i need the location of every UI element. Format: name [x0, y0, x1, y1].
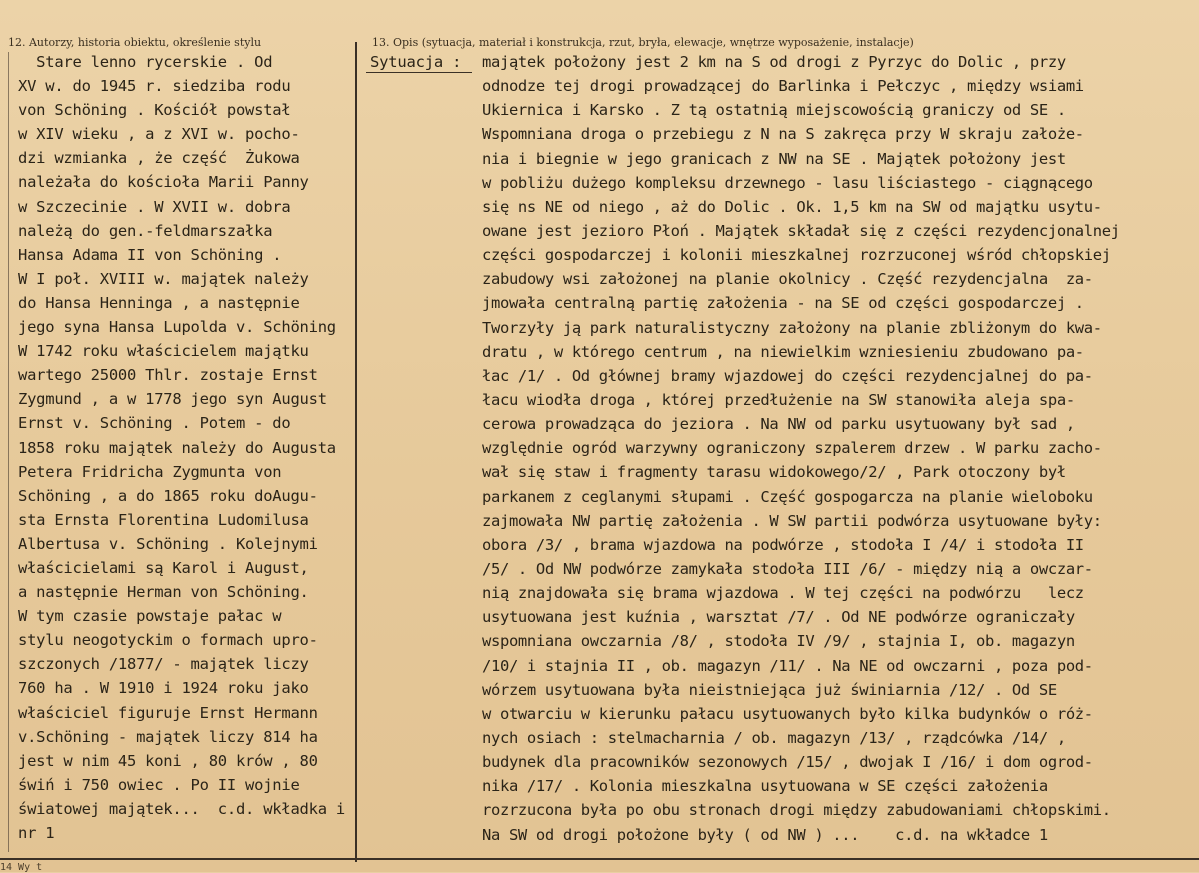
history-text-line: szczonych /1877/ - majątek liczy — [18, 655, 309, 674]
history-text-line: wartego 25000 Thlr. zostaje Ernst — [18, 366, 318, 385]
description-text-line: wórzem usytuowana była nieistniejąca już świniarnia /12/ . Od SE — [482, 680, 1057, 699]
description-text-line: w otwarciu w kierunku pałacu usytuowanych było kilka budynków o róż- — [482, 704, 1093, 723]
description-text-line: nia i biegnie w jego granicach z NW na SE . Majątek położony jest — [482, 149, 1066, 168]
description-text-line: nią znajdowała się brama wjazdowa . W tej części na podwórzu lecz — [482, 584, 1084, 603]
history-text-line: w Szczecinie . W XVII w. dobra — [18, 197, 291, 216]
description-text-line: odnodze tej drogi prowadzącej do Barlinka i Pełczyc , między wsiami — [482, 77, 1084, 96]
description-text-line: obora /3/ , brama wjazdowa na podwórze , stodoła I /4/ i stodoła II — [482, 535, 1084, 554]
description-text-line: się ns NE od niego , aż do Dolic . Ok. 1,5 km na SW od majątku usytu- — [482, 197, 1102, 216]
section-12-heading: 12. Autorzy, historia obiektu, określenie stylu — [8, 36, 262, 49]
history-text-line: 1858 roku majątek należy do Augusta — [18, 438, 336, 457]
description-text-line: /10/ i stajnia II , ob. magazyn /11/ . Na NE od owczarni , poza pod- — [482, 656, 1093, 675]
situation-underline — [366, 72, 472, 73]
history-text-line: W tym czasie powstaje pałac w — [18, 607, 282, 626]
history-text-line: jest w nim 45 koni , 80 krów , 80 — [18, 751, 318, 770]
history-text-line: Zygmund , a w 1778 jego syn August — [18, 390, 327, 409]
description-text-line: /5/ . Od NW podwórze zamykała stodoła III /6/ - między nią a owczar- — [482, 559, 1093, 578]
history-text-column — [18, 50, 398, 845]
description-text-line: majątek położony jest 2 km na S od drogi z Pyrzyc do Dolic , przy — [482, 53, 1066, 71]
description-text-line: łacu wiodła droga , której przedłużenie na SW stanowiła aleja spa- — [482, 390, 1075, 409]
description-text-line: nych osiach : stelmacharnia / ob. magazyn /13/ , rządcówka /14/ , — [482, 728, 1066, 747]
description-text-line: Na SW od drogi położone były ( od NW ) ... c.d. na wkładce 1 — [482, 825, 1048, 844]
history-text-line: von Schöning . Kościół powstał — [18, 101, 291, 120]
history-text-line: v.Schöning - majątek liczy 814 ha — [18, 727, 318, 746]
history-text-line: Petera Fridricha Zygmunta von — [18, 462, 282, 481]
left-margin-line — [8, 52, 9, 852]
history-text-line: XV w. do 1945 r. siedziba rodu — [18, 77, 291, 96]
description-text-line: zajmowała NW partię założenia . W SW partii podwórza usytuowane były: — [482, 511, 1102, 530]
bottom-rule — [0, 858, 1199, 860]
footer-stub: 14 Wy t — [0, 862, 43, 873]
description-text-line: wspomniana owczarnia /8/ , stodoła IV /9/ , stajnia I, ob. magazyn — [482, 632, 1075, 651]
history-text-line: Ernst v. Schöning . Potem - do — [18, 414, 291, 433]
history-text-line: właścicielami są Karol i August, — [18, 558, 309, 577]
history-text-line: świń i 750 owiec . Po II wojnie — [18, 775, 300, 794]
description-text-line: owane jest jezioro Płoń . Majątek składał się z części rezydencjonalnej — [482, 221, 1120, 240]
history-text-line: W 1742 roku właścicielem majątku — [18, 342, 309, 361]
description-text-line: Ukiernica i Karsko . Z tą ostatnią miejscowością graniczy od SE . — [482, 101, 1066, 120]
history-text-line: 760 ha . W 1910 i 1924 roku jako — [18, 679, 309, 698]
description-text-line: parkanem z ceglanymi słupami . Część gospogarcza na planie wieloboku — [482, 487, 1093, 506]
description-text-line: względnie ogród warzywny ograniczony szpalerem drzew . W parku zacho- — [482, 439, 1102, 458]
description-text-line: cerowa prowadząca do jeziora . Na NW od parku usytuowany był sad , — [482, 415, 1075, 434]
history-text-line: światowej majątek... c.d. wkładka i — [18, 799, 345, 818]
history-text-line: w XIV wieku , a z XVI w. pocho- — [18, 125, 300, 144]
description-text-line: usytuowana jest kuźnia , warsztat /7/ . Od NE podwórze ograniczały — [482, 608, 1075, 627]
history-text-line: należała do kościoła Marii Panny — [18, 173, 309, 192]
history-text-line: jego syna Hansa Lupolda v. Schöning — [18, 318, 336, 337]
description-text-line: Wspomniana droga o przebiegu z N na S zakręca przy W skraju założe- — [482, 125, 1084, 144]
history-text-line: do Hansa Henninga , a następnie — [18, 293, 300, 312]
history-text-line: dzi wzmianka , że część Żukowa — [18, 149, 300, 168]
description-text-line: nika /17/ . Kolonia mieszkalna usytuowana w SE części założenia — [482, 777, 1048, 796]
history-text-line: Schöning , a do 1865 roku doAugu- — [18, 486, 318, 505]
history-text-line: Hansa Adama II von Schöning . — [18, 245, 282, 264]
history-text-line: należą do gen.-feldmarszałka — [18, 221, 273, 240]
section-13-heading: 13. Opis (sytuacja, materiał i konstrukcja, rzut, bryła, elewacje, wnętrze wyposażenie, instalacje) — [372, 36, 914, 49]
description-text-line: w pobliżu dużego kompleksu drzewnego - lasu liściastego - ciągnącego — [482, 173, 1093, 192]
description-text-line: rozrzucona była po obu stronach drogi między zabudowaniami chłopskimi. — [482, 801, 1111, 820]
description-text-line: łac /1/ . Od głównej bramy wjazdowej do części rezydencjalnej do pa- — [482, 366, 1093, 385]
description-text-line: wał się staw i fragmenty tarasu widokowego/2/ , Park otoczony był — [482, 463, 1066, 482]
history-text-line: W I poł. XVIII w. majątek należy — [18, 269, 309, 288]
history-text-line: a następnie Herman von Schöning. — [18, 583, 309, 602]
situation-label: Sytuacja : — [370, 53, 462, 71]
description-text-line: jmowała centralną partię założenia - na SE od części gospodarczej . — [482, 294, 1084, 313]
description-text-column — [482, 50, 1198, 847]
history-text-line: właściciel figuruje Ernst Hermann — [18, 703, 318, 722]
description-text-line: zabudowy wsi założonej na planie okolnicy . Część rezydencjalna za- — [482, 270, 1093, 289]
description-text-line: budynek dla pracowników sezonowych /15/ , dwojak I /16/ i dom ogrod- — [482, 753, 1093, 772]
history-text-line: Albertusa v. Schöning . Kolejnymi — [18, 534, 318, 553]
description-text-line: części gospodarczej i kolonii mieszkalnej rozrzuconej wśród chłopskiej — [482, 246, 1111, 265]
description-text-line: dratu , w którego centrum , na niewielkim wzniesieniu zbudowano pa- — [482, 342, 1084, 361]
history-text-line: stylu neogotyckim o formach upro- — [18, 631, 318, 650]
history-text-line: sta Ernsta Florentina Ludomilusa — [18, 510, 309, 529]
history-text-line: Stare lenno rycerskie . Od — [18, 53, 273, 71]
history-text-line: nr 1 — [18, 824, 55, 842]
description-text-line: Tworzyły ją park naturalistyczny założony na planie zbliżonym do kwa- — [482, 318, 1102, 337]
